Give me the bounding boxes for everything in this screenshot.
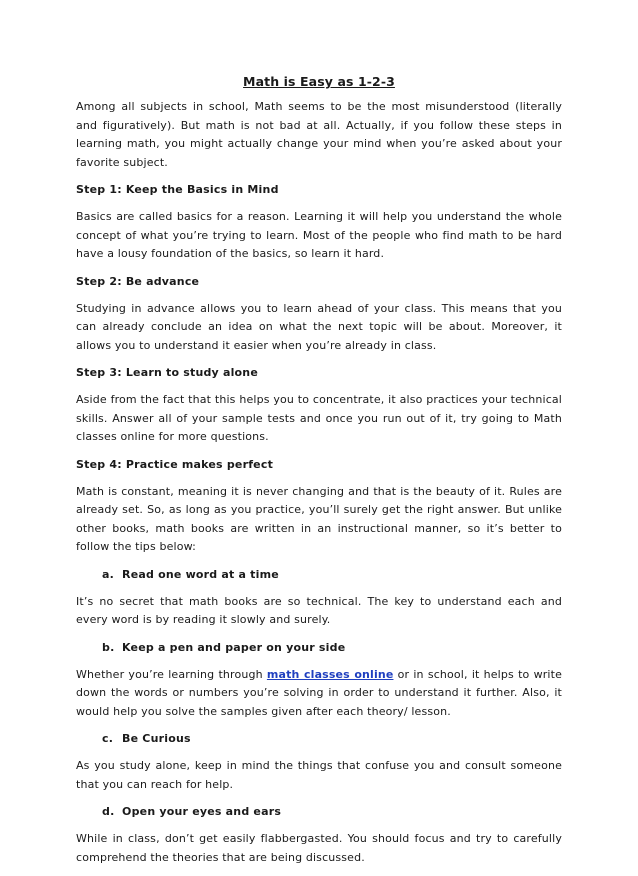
step-4-heading: Step 4: Practice makes perfect (76, 457, 274, 471)
tip-b-label: b. (102, 640, 115, 654)
step-3-text: Aside from the fact that this helps you to concentrate, it also practices your technical skills. Answer all of your sample tests and once you run out of it, try going to Math classes online for more questions. (76, 393, 562, 443)
step-2-text: Studying in advance allows you to learn ahead of your class. This means that you can already conclude an idea on what the next topic will be about. Moreover, it allows you to understand it easier when you’re already in class. (76, 301, 562, 352)
tip-d-heading (102, 803, 562, 821)
tip-b-text-after: or in school, it helps to write down the words or numbers you’re solving in order to understand it further. Also, it would help you solve the samples given after each theory/ lesson. (76, 667, 562, 718)
tip-c-title: Be Curious (122, 732, 191, 745)
intro-paragraph: Among all subjects in school, Math seems to be the most misunderstood (literally and figuratively). But math is not bad at all. Actually, if you follow these steps in learning math, you might actually change your mind when you’re asked about your favorite subject. (76, 100, 562, 169)
step-3-heading: Step 3: Learn to study alone (76, 366, 259, 379)
tip-c-text: As you study alone, keep in mind the things that confuse you and consult someone that you can reach for help. (76, 759, 562, 791)
tip-c-label: c. (102, 732, 114, 745)
tip-b-text (76, 666, 562, 722)
tip-d-label: d. (102, 805, 115, 818)
tip-a-label: a. (102, 567, 115, 581)
tip-a-text: It’s no secret that math books are so technical. The key to understand each and every word is by reading it slowly and surely. (76, 594, 562, 626)
step-2-heading: Step 2: Be advance (76, 274, 200, 288)
tip-b-text-before: Whether you’re learning through (76, 667, 267, 681)
tip-a-title: Read one word at a time (122, 567, 279, 581)
step-4-text: Math is constant, meaning it is never changing and that is the beauty of it. Rules are already set. So, as long as you practice, you’ll surely get the right answer. But unlike other books, math books are written in an instructional manner, so it’s better to follow the tips below: (76, 484, 562, 553)
tip-d-title: Open your eyes and ears (122, 805, 282, 818)
step-1-heading: Step 1: Keep the Basics in Mind (76, 183, 279, 196)
math-classes-online-link[interactable]: math classes online (266, 667, 394, 681)
tip-c-heading (102, 730, 562, 748)
tip-b-title: Keep a pen and paper on your side (122, 640, 346, 654)
tip-d-text: While in class, don’t get easily flabbergasted. You should focus and try to carefully comprehend the theories that are being discussed. (76, 832, 562, 864)
tip-b-heading (102, 639, 562, 657)
document-title: Math is Easy as 1-2-3 (243, 74, 395, 89)
step-1-text: Basics are called basics for a reason. Learning it will help you understand the whole concept of what you’re trying to learn. Most of the people who find math to be hard have a lousy foundation of the basics, so learn it hard. (76, 210, 562, 260)
tip-a-heading (102, 566, 562, 584)
document-body (76, 74, 562, 876)
